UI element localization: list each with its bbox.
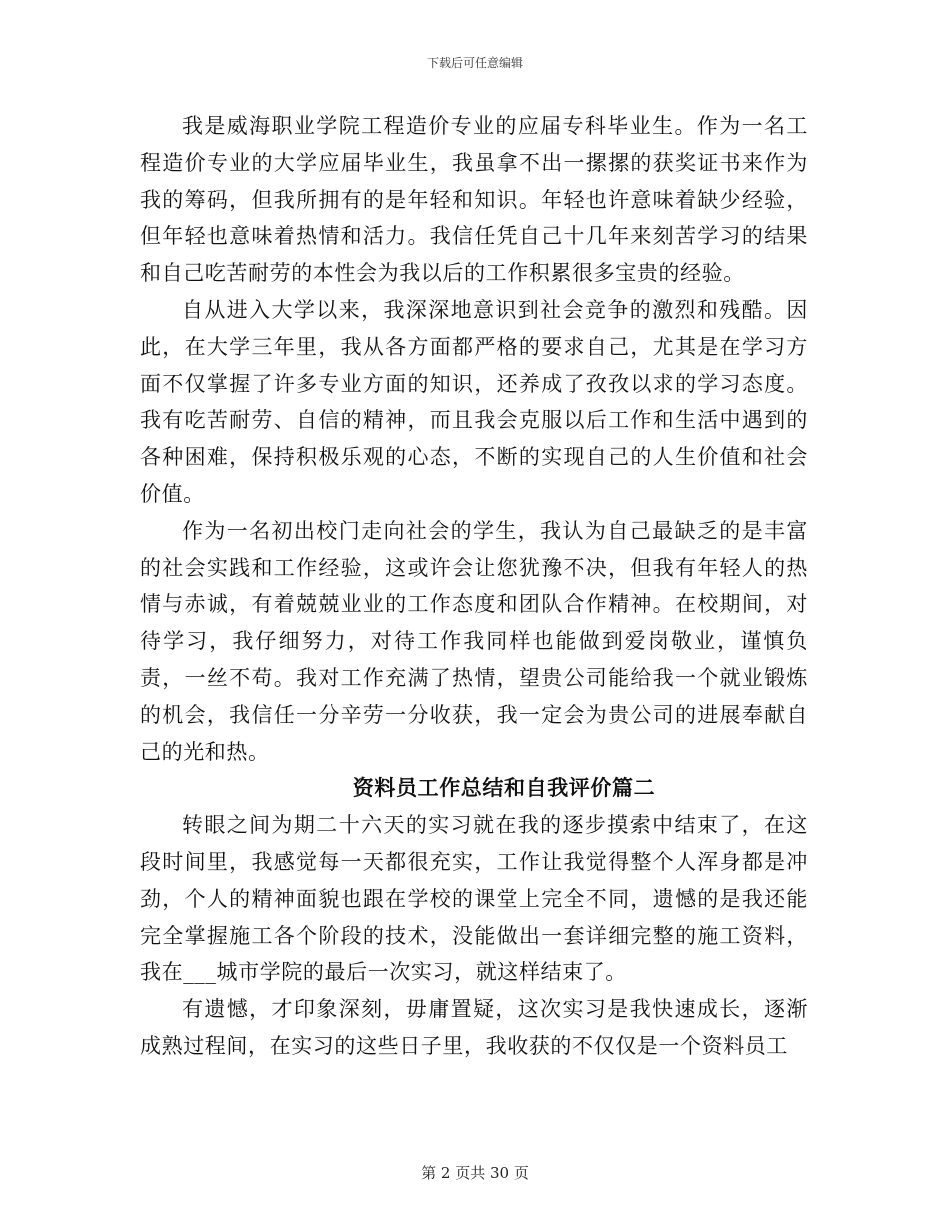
- paragraph-5: 有遗憾，才印象深刻，毋庸置疑，这次实习是我快速成长，逐渐成熟过程间，在实习的这些日子里，我收获的不仅仅是一个资料员工: [140, 997, 808, 1058]
- paragraph-1: 我是威海职业学院工程造价专业的应届专科毕业生。作为一名工程造价专业的大学应届毕业生，我虽拿不出一摞摞的获奖证书来作为我的筹码，但我所拥有的是年轻和知识。年轻也许意味着缺少经验，但年轻也意味着热情和活力。我信任凭自己十几年来刻苦学习的结果和自己吃苦耐劳的本性会为我以后的工作积累很多宝贵的经验。: [140, 114, 808, 286]
- page-header: 下载后可任意编辑: [426, 56, 523, 70]
- page-number: 第 2 页共 30 页: [421, 1164, 529, 1182]
- paragraph-4: 转眼之间为期二十六天的实习就在我的逐步摸索中结束了，在这段时间里，我感觉每一天都很充实，工作让我觉得整个人浑身都是冲劲，个人的精神面貌也跟在学校的课堂上完全不同，遗憾的是我还能完全掌握施工各个阶段的技术，没能做出一套详细完整的施工资料，我在___城市学院的最后一次实习，就这样结束了。: [140, 813, 808, 985]
- section-title: 资料员工作总结和自我评价篇二: [352, 775, 656, 801]
- document-body: [140, 108, 808, 1065]
- paragraph-2: 自从进入大学以来，我深深地意识到社会竞争的激烈和残酷。因此，在大学三年里，我从各方面都严格的要求自己，尤其是在学习方面不仅掌握了许多专业方面的知识，还养成了孜孜以求的学习态度。我有吃苦耐劳、自信的精神，而且我会克服以后工作和生活中遇到的各种困难，保持积极乐观的心态，不断的实现自己的人生价值和社会价值。: [140, 297, 808, 506]
- paragraph-3: 作为一名初出校门走向社会的学生，我认为自己最缺乏的是丰富的社会实践和工作经验，这或许会让您犹豫不决，但我有年轻人的热情与赤诚，有着兢兢业业的工作态度和团队合作精神。在校期间，对待学习，我仔细努力，对待工作我同样也能做到爱岗敬业，谨慎负责，一丝不苟。我对工作充满了热情，望贵公司能给我一个就业锻炼的机会，我信任一分辛劳一分收获，我一定会为贵公司的进展奉献自己的光和热。: [140, 518, 808, 764]
